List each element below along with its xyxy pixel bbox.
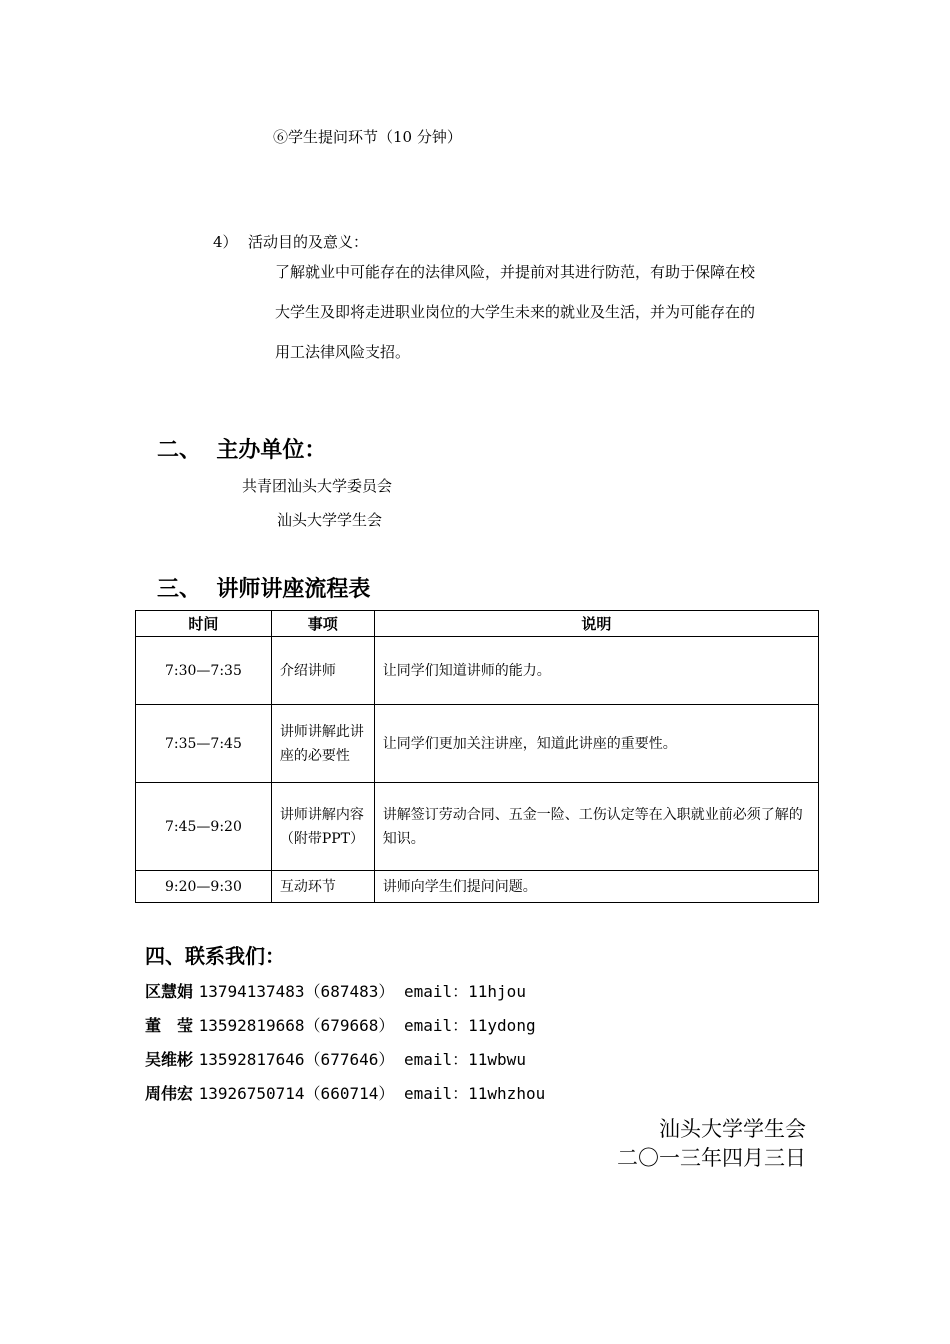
schedule-item-6: ⑥学生提问环节（10 分钟） <box>273 128 462 146</box>
purpose-line: 用工法律风险支招。 <box>275 343 411 361</box>
signature-org: 汕头大学学生会 <box>659 1117 806 1141</box>
table-row <box>136 871 819 903</box>
organizer-1: 共青团汕头大学委员会 <box>242 477 393 495</box>
header-time: 时间 <box>136 611 272 637</box>
contact-person <box>145 979 526 1002</box>
row-item: 介绍讲师 <box>271 637 374 705</box>
schedule-heading: 三、 讲师讲座流程表 <box>157 577 371 602</box>
purpose-label: 活动目的及意义： <box>248 233 369 251</box>
contact-name: 董 莹 <box>145 1016 194 1035</box>
purpose-number: 4） <box>213 233 238 251</box>
header-item: 事项 <box>271 611 374 637</box>
organizers-heading: 二、 主办单位： <box>157 438 327 463</box>
contact-info: 13592817646（677646） email：11wbwu <box>198 1050 526 1069</box>
signature-date: 二〇一三年四月三日 <box>617 1146 806 1170</box>
contact-name: 区慧娟 <box>145 982 194 1001</box>
contact-person <box>145 1081 545 1104</box>
row-time: 7:45—9:20 <box>136 783 272 871</box>
contact-heading: 四、联系我们： <box>145 944 285 968</box>
row-time: 7:35—7:45 <box>136 705 272 783</box>
row-time: 9:20—9:30 <box>136 871 272 903</box>
purpose-paragraph <box>275 252 755 372</box>
row-item: 讲师讲解此讲座的必要性 <box>271 705 374 783</box>
row-desc: 讲解签订劳动合同、五金一险、工伤认定等在入职就业前必须了解的知识。 <box>374 783 818 871</box>
table-row <box>136 783 819 871</box>
row-time: 7:30—7:35 <box>136 637 272 705</box>
table-row <box>136 705 819 783</box>
organizer-2: 汕头大学学生会 <box>277 511 383 529</box>
header-desc: 说明 <box>374 611 818 637</box>
table-row <box>136 637 819 705</box>
contact-person <box>145 1013 536 1036</box>
contact-info: 13794137483（687483） email：11hjou <box>198 982 526 1001</box>
contact-info: 13592819668（679668） email：11ydong <box>198 1016 536 1035</box>
row-item: 讲师讲解内容（附带PPT） <box>271 783 374 871</box>
purpose-line: 了解就业中可能存在的法律风险，并提前对其进行防范，有助于保障在校 <box>275 263 756 281</box>
purpose-line: 大学生及即将走进职业岗位的大学生未来的就业及生活，并为可能存在的 <box>275 303 756 321</box>
contact-name: 吴维彬 <box>145 1050 194 1069</box>
contact-person <box>145 1047 526 1070</box>
contact-name: 周伟宏 <box>145 1084 194 1103</box>
row-desc: 讲师向学生们提问问题。 <box>374 871 818 903</box>
row-item: 互动环节 <box>271 871 374 903</box>
row-desc: 让同学们知道讲师的能力。 <box>374 637 818 705</box>
table-header-row <box>136 611 819 637</box>
contact-info: 13926750714（660714） email：11whzhou <box>198 1084 546 1103</box>
schedule-table <box>135 610 819 903</box>
row-desc: 让同学们更加关注讲座，知道此讲座的重要性。 <box>374 705 818 783</box>
